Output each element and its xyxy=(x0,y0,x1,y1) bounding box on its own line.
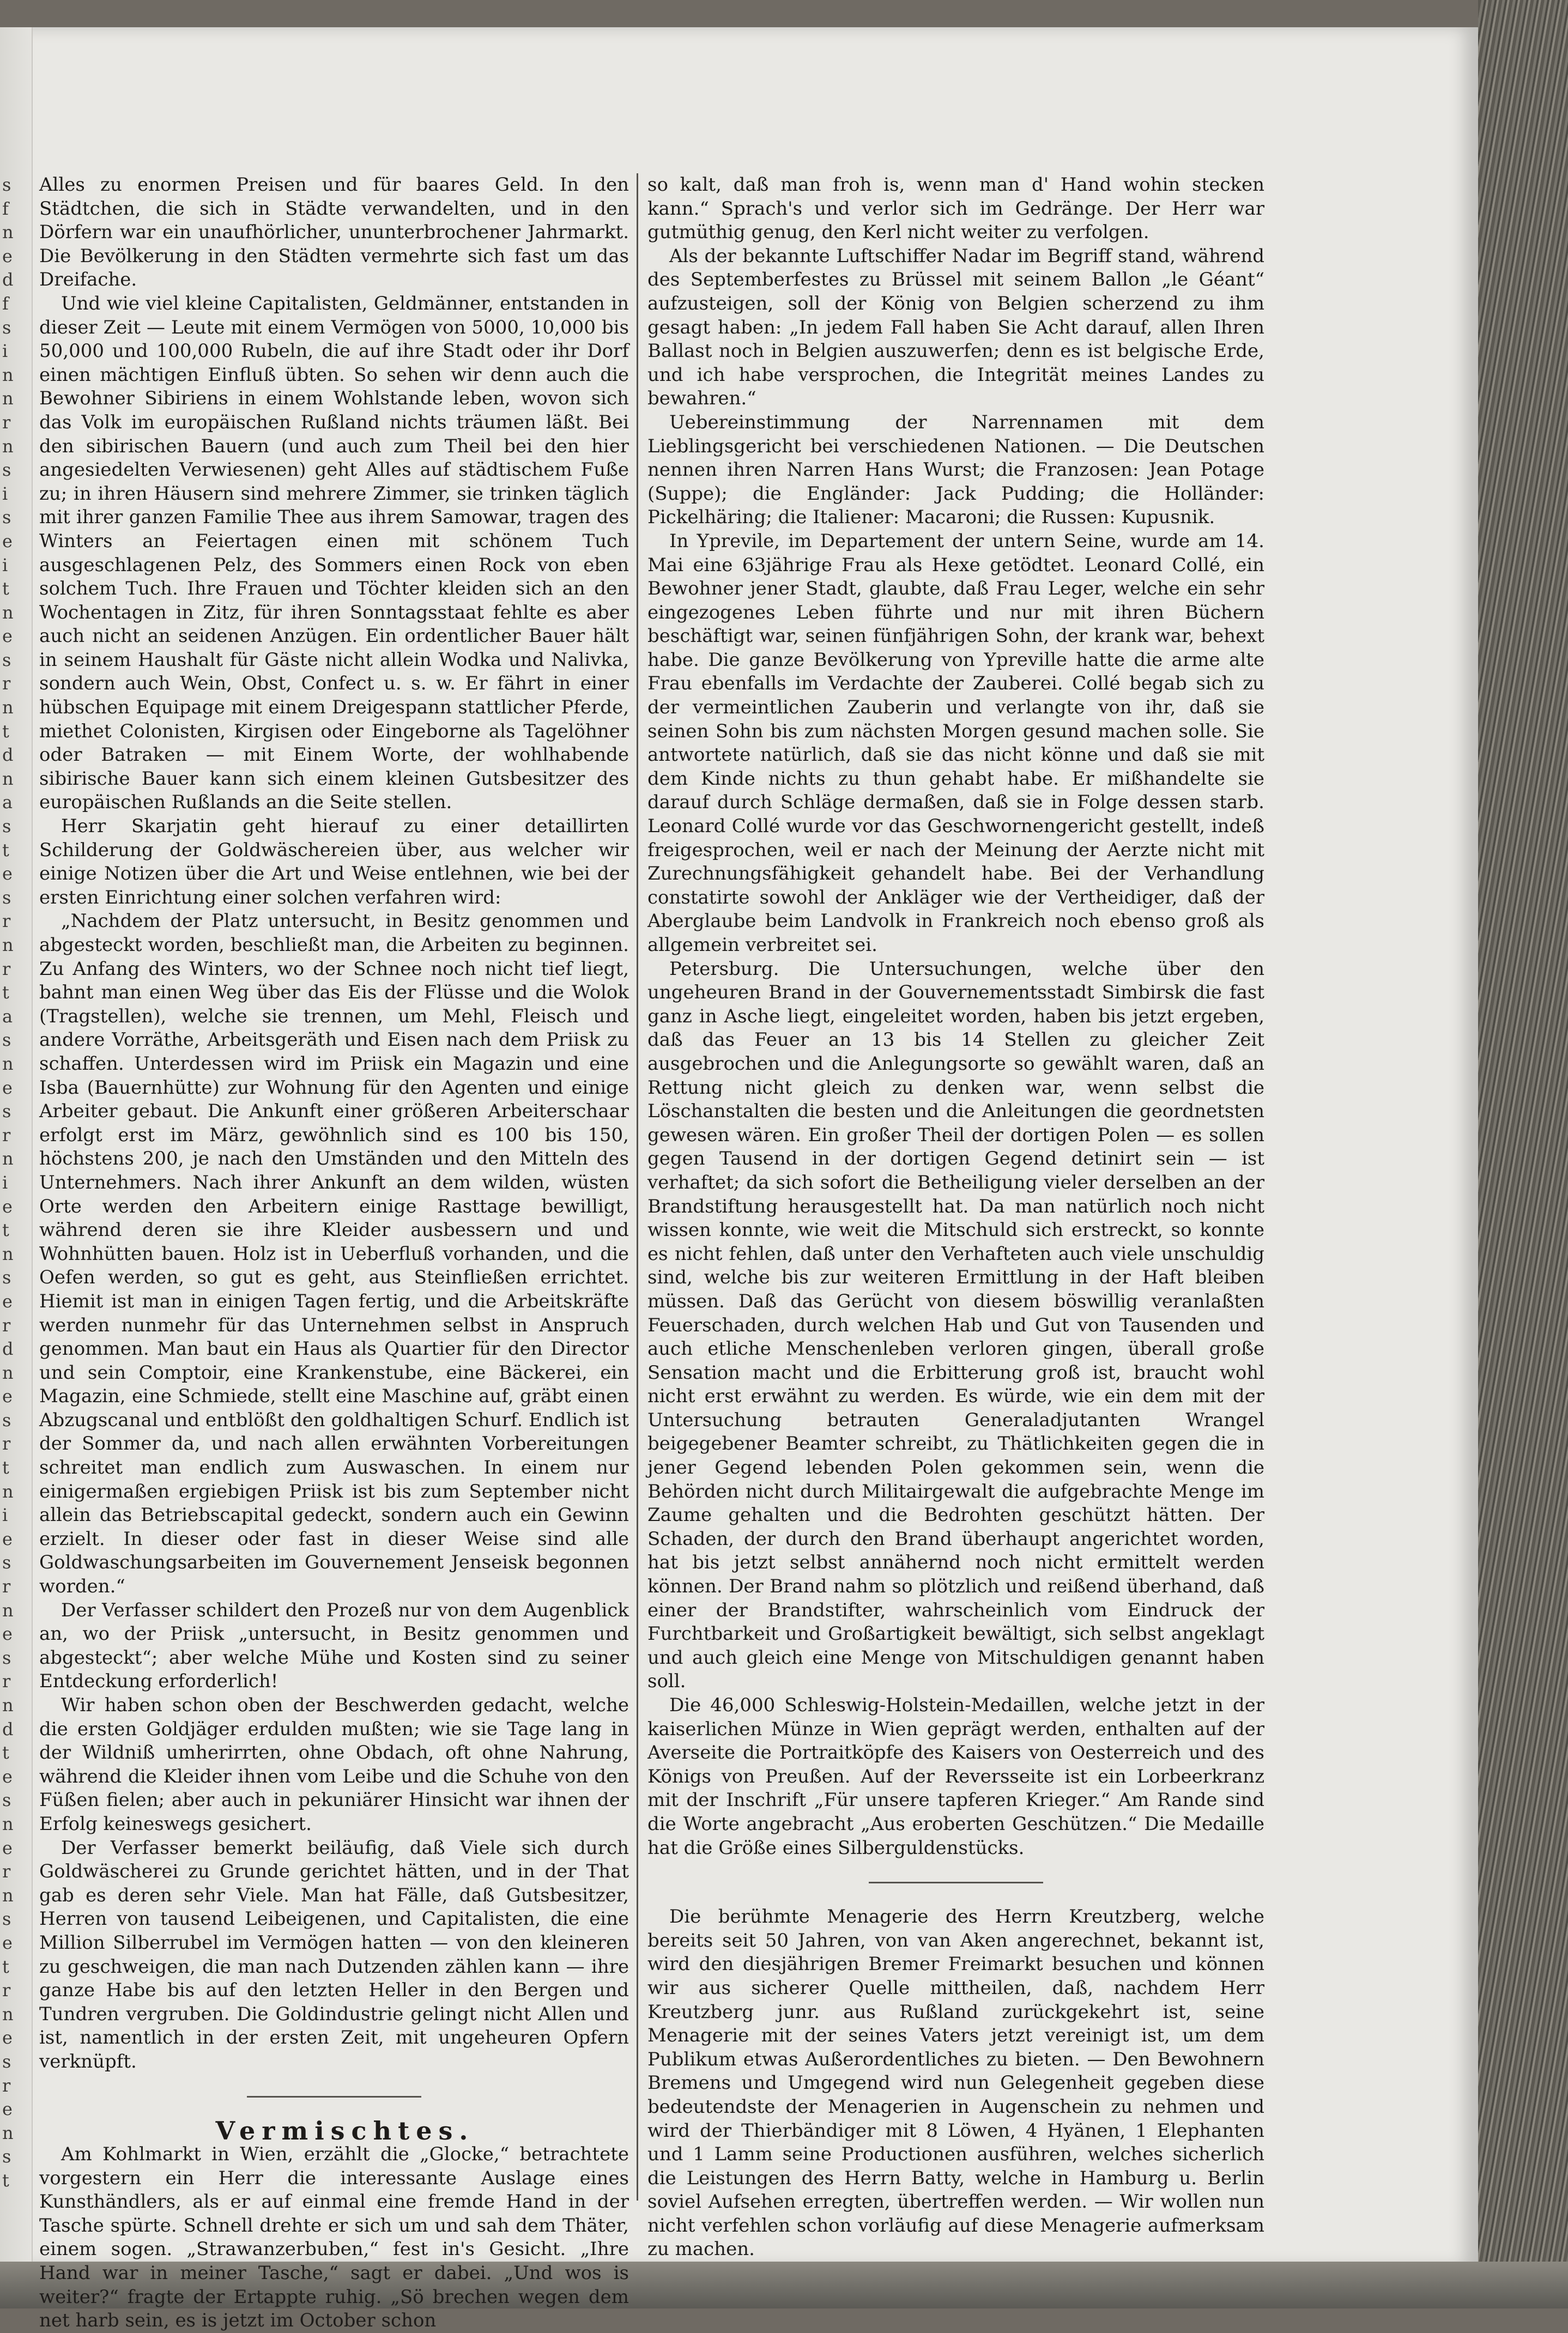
sliver-letter: r xyxy=(2,1861,11,1882)
sliver-letter: e xyxy=(2,2099,13,2120)
sliver-letter: t xyxy=(2,1457,9,1478)
sliver-letter: s xyxy=(2,887,11,908)
sliver-letter: e xyxy=(2,863,13,884)
sliver-letter: r xyxy=(2,411,11,433)
left-column xyxy=(39,173,629,2332)
paragraph: Petersburg. Die Untersuchungen, welche über den ungeheuren Brand in der Gouvernementsstadt Simbirsk die fast ganz in Asche liegt, eingeleitet worden, haben bis jetzt ergeben, daß das Feuer an 13 bis 14 Stellen zu gleicher Zeit ausgebrochen und die Anlegungsorte so gewählt waren, daß an Rettung nicht gleich zu denken war, wenn selbst die Löschanstalten die besten und die Anleitungen die geordnetsten gewesen wären. Ein großer Theil der dortigen Polen — es sollen gegen Tausend in der dortigen Gegend detinirt sein — ist verhaftet; da sich sofort die Betheiligung vieler derselben an der Brandstiftung herausgestellt hat. Da man natürlich noch nicht wissen konnte, wie weit die Mitschuld sich erstreckt, so konnte es nicht fehlen, daß unter den Verhafteten auch viele unschuldig sind, welche bis zur weiteren Ermittlung in der Haft bleiben müssen. Daß das Gerücht von diesem böswillig veranlaßten Feuerschaden, durch welchen Hab und Gut von Tausenden und auch etliche Menschenleben verloren gingen, überall große Sensation macht und die Erbitterung groß ist, braucht wohl nicht erst erwähnt zu werden. Es würde, wie ein dem mit der Untersuchung betrauten Generaladjutanten Wrangel beigegebener Beamter schreibt, zu Thätlichkeiten gegen die in jener Gegend lebenden Polen gekommen sein, wenn die Behörden nicht durch Militairgewalt die aufgebrachte Menge im Zaume gehalten und die Bedrohten geschützt hätten. Der Schaden, der durch den Brand überhaupt angerichtet worden, hat bis jetzt selbst annähernd noch nicht ermittelt werden können. Der Brand nahm so plötzlich und reißend überhand, daß einer der Brandstifter, wahrscheinlich vom Eindruck der Furchtbarkeit und Großartigkeit bewältigt, sich selbst angeklagt und auch gleich eine Menge von Mitschuldigen genannt haben soll. xyxy=(647,958,1264,1693)
sliver-letter: n xyxy=(2,1243,14,1264)
sliver-letter: e xyxy=(2,1837,13,1858)
sliver-letter: t xyxy=(2,1220,9,1241)
sliver-letter: r xyxy=(2,673,11,694)
paragraph: Uebereinstimmung der Narrennamen mit dem Lieblingsgericht bei verschiedenen Nationen. — Die Deutschen nennen ihren Narren Hans Wurst; die Franzosen: Jean Potage (Suppe); die Engländer: Jack Pudding; die Holländer: Pickelhäring; die Italiener: Macaroni; die Russen: Kupusnik. xyxy=(647,411,1264,529)
sliver-letter: s xyxy=(2,2146,11,2167)
sliver-letter: n xyxy=(2,2122,14,2143)
sliver-letter: e xyxy=(2,2027,13,2049)
paragraph: Der Verfasser schildert den Prozeß nur von dem Augenblick an, wo der Priisk „untersucht, in Besitz genommen und abgesteckt“; aber welche Mühe und Kosten sind zu seiner Entdeckung erforderlich! xyxy=(39,1599,629,1693)
sliver-letter: r xyxy=(2,1576,11,1597)
sliver-letter: f xyxy=(2,293,9,314)
paragraph: In Yprevile, im Departement der untern Seine, wurde am 14. Mai eine 63jährige Frau als Hexe getödtet. Leonard Collé, ein Bewohner jener Stadt, glaubte, daß Frau Leger, welche ein sehr eingezogenes Leben führte und nur mit ihren Büchern beschäftigt war, seinen fünfjährigen Sohn, der krank war, behext habe. Die ganze Bevölkerung von Ypreville hatte die arme alte Frau ebenfalls im Verdachte der Zauberei. Collé begab sich zu der vermeintlichen Zauberin und verlangte von ihr, daß sie seinen Sohn bis zum nächsten Morgen gesund machen solle. Sie antwortete natürlich, daß sie das nicht könne und daß sie mit dem Kinde nichts zu thun gehabt habe. Er mißhandelte sie darauf durch Schläge dermaßen, daß sie in Folge dessen starb. Leonard Collé wurde vor das Geschwornengericht gestellt, indeß freigesprochen, weil er nach der Meinung der Aerzte nicht mit Zurechnungsfähigkeit gehandelt habe. Bei der Verhandlung constatirte sowohl der Ankläger wie der Vertheidiger, daß der Aberglaube beim Landvolk in Frankreich noch ebenso groß als allgemein verbreitet sei. xyxy=(647,530,1264,956)
section-heading: Vermischtes. xyxy=(215,2116,475,2146)
sliver-letter: s xyxy=(2,1029,11,1051)
paragraph: Als der bekannte Luftschiffer Nadar im Begriff stand, während des Septemberfestes zu Brüssel mit seinem Ballon „le Géant“ aufzusteigen, soll der König von Belgien scherzend zu ihm gesagt haben: „In jedem Fall haben Sie Acht darauf, allen Ihren Ballast noch in Belgien auszuwerfen; denn es ist belgische Erde, und ich habe versprochen, die Integrität meines Landes zu bewahren.“ xyxy=(647,245,1264,410)
sliver-letter: d xyxy=(2,269,14,290)
sliver-letter: d xyxy=(2,744,14,766)
sliver-letter: s xyxy=(2,1101,11,1122)
sliver-letter: r xyxy=(2,1671,11,1692)
sliver-letter: n xyxy=(2,768,14,789)
paragraph: Der Verfasser bemerkt beiläufig, daß Viele sich durch Goldwäscherei zu Grunde gerichtet hätten, und in der That gab es deren sehr Viele. Man hat Fälle, daß Gutsbesitzer, Herren von tausend Leibeigenen, und Capitalisten, die eine Million Silberrubel im Vermögen hatten — von den kleineren zu geschweigen, die man nach Dutzenden zählen kann — ihre ganze Habe bis auf den letzten Heller in den Bergen und Tundren vergruben. Die Goldindustrie gelingt nicht Allen und ist, namentlich in der ersten Zeit, mit ungeheuren Opfern verknüpft. xyxy=(39,1837,629,2073)
sliver-letter: n xyxy=(2,1481,14,1502)
sliver-letter: s xyxy=(2,1552,11,1573)
sliver-letter: t xyxy=(2,839,9,861)
sliver-letter: r xyxy=(2,958,11,979)
sliver-letter: a xyxy=(2,1005,13,1027)
sliver-letter: n xyxy=(2,364,14,385)
sliver-letter: e xyxy=(2,1196,13,1217)
adjacent-page-letters xyxy=(2,173,28,2201)
right-column xyxy=(647,173,1264,2261)
sliver-letter: r xyxy=(2,911,11,932)
sliver-letter: t xyxy=(2,578,9,599)
paragraph: Herr Skarjatin geht hierauf zu einer detaillirten Schilderung der Goldwäschereien über, aus welcher wir einige Notizen über die Art und Weise entlehnen, wie bei der ersten Einrichtung einer solchen verfahren wird: xyxy=(39,815,629,908)
sliver-letter: s xyxy=(2,1908,11,1930)
sliver-letter: t xyxy=(2,720,9,742)
sliver-letter: n xyxy=(2,2003,14,2025)
sliver-letter: i xyxy=(2,483,8,504)
section-divider xyxy=(869,1882,1043,1883)
sliver-letter: n xyxy=(2,435,14,457)
paragraph: so kalt, daß man froh is, wenn man d' Hand wohin stecken kann.“ Sprach's und verlor sich im Gedränge. Der Herr war gutmüthig genug, den Kerl nicht weiter zu verfolgen. xyxy=(647,174,1264,244)
sliver-letter: n xyxy=(2,935,14,955)
sliver-letter: n xyxy=(2,1148,14,1169)
sliver-letter: n xyxy=(2,1599,14,1621)
sliver-letter: f xyxy=(2,198,9,219)
sliver-letter: s xyxy=(2,1267,11,1288)
paragraph: Und wie viel kleine Capitalisten, Geldmänner, entstanden in dieser Zeit — Leute mit einem Vermögen von 5000, 10,000 bis 50,000 und 100,000 Rubeln, die auf ihre Stadt oder ihr Dorf einen mächtigen Einfluß übten. So sehen wir denn auch die Bewohner Sibiriens in einem Wohlstande leben, wovon sich das Volk im europäischen Rußland nichts träumen läßt. Bei den sibirischen Bauern (und auch zum Theil bei den hier angesiedelten Verwiesenen) geht Alles auf städtischem Fuße zu; in ihren Häusern sind mehrere Zimmer, sie trinken täglich mit ihrer ganzen Familie Thee aus ihrem Samowar, tragen des Winters an Feiertagen einen mit schönem Tuch ausgeschlagenen Pelz, des Sommers einen Rock von eben solchem Tuch. Ihre Frauen und Töchter kleiden sich an den Wochentagen in Zitz, für ihren Sonntagsstaat fehlte es aber auch nicht an seidenen Anzügen. Ein ordentlicher Bauer hält in seinem Haushalt für Gäste nicht allein Wodka und Nalivka, sondern auch Wein, Obst, Confect u. s. w. Er fährt in einer hübschen Equipage mit einem Dreigespann stattlicher Pferde, miethet Colonisten, Kirgisen oder Eingeborne als Tagelöhner oder Batraken — mit Einem Worte, der wohlhabende sibirische Bauer kann sich einem kleinen Gutsbesitzer des europäischen Rußlands an die Seite stellen. xyxy=(39,292,629,814)
sliver-letter: a xyxy=(2,792,13,813)
sliver-letter: e xyxy=(2,1528,13,1549)
sliver-letter: s xyxy=(2,507,11,528)
sliver-letter: s xyxy=(2,1647,11,1668)
paragraph: „Nachdem der Platz untersucht, in Besitz genommen und abgesteckt worden, beschließt man, die Arbeiten zu beginnen. Zu Anfang des Winters, wo der Schnee noch nicht tief liegt, bahnt man einen Weg über das Eis der Flüsse und die Wolok (Tragstellen), welche sie trennen, um Mehl, Fleisch und andere Vorräthe, Arbeitsgeräth und Eisen nach dem Priisk zu schaffen. Unterdessen wird im Priisk ein Magazin und eine Isba (Bauernhütte) zur Wohnung für den Agenten und einige Arbeiter gebaut. Die Ankunft einer größeren Arbeiterschaar erfolgt erst im März, gewöhnlich sind es 100 bis 150, höchstens 200, je nach den Umständen und den Mitteln des Unternehmers. Nach ihrer Ankunft an dem wilden, wüsten Orte werden den Arbeitern einige Rasttage bewilligt, während deren sie ihre Kleider ausbessern und und Wohnhütten bauen. Holz ist in Ueberfluß vorhanden, und die Oefen werden, so gut es geht, aus Steinfließen errichtet. Hiemit ist man in einigen Tagen fertig, und die Arbeitskräfte werden nunmehr für das Unternehmen selbst in Anspruch genommen. Man baut ein Haus als Quartier für den Director und sein Comptoir, eine Krankenstube, eine Bäckerei, ein Magazin, eine Schmiede, stellt eine Maschine auf, gräbt einen Abzugscanal und entblößt den goldhaltigen Schurf. Endlich ist der Sommer da, und nach allen erwähnten Vorbereitungen schreitet man endlich zum Auswaschen. In einem nur einigermaßen ergiebigen Priisk ist bis zum September nicht allein das Betriebscapital gedeckt, sondern auch ein Gewinn erzielt. In dieser oder fast in dieser Weise sind alle Goldwaschungsarbeiten im Gouvernement Jenseisk begonnen worden.“ xyxy=(39,910,629,1598)
sliver-letter: s xyxy=(2,459,11,481)
sliver-letter: e xyxy=(2,530,13,552)
sliver-letter: s xyxy=(2,2051,11,2072)
sliver-letter: n xyxy=(2,1813,14,1834)
sliver-letter: s xyxy=(2,317,11,338)
sliver-letter: e xyxy=(2,1766,13,1787)
column-rule xyxy=(637,173,638,2201)
sliver-letter: i xyxy=(2,1172,8,1193)
sliver-letter: n xyxy=(2,697,14,718)
sliver-letter: s xyxy=(2,1409,11,1431)
sliver-letter: t xyxy=(2,1956,9,1977)
paragraph: Alles zu enormen Preisen und für baares Geld. In den Städtchen, die sich in Städte verwandelten, und in den Dörfern war ein unaufhörlicher, ununterbrochener Jahrmarkt. Die Bevölkerung in den Städten vermehrte sich fast um das Dreifache. xyxy=(39,174,629,291)
sliver-letter: e xyxy=(2,245,13,266)
sliver-letter: n xyxy=(2,602,14,623)
sliver-letter: n xyxy=(2,1695,14,1716)
sliver-letter: t xyxy=(2,982,9,1003)
sliver-letter: s xyxy=(2,649,11,670)
paragraph: Die 46,000 Schleswig-Holstein-Medaillen, welche jetzt in der kaiserlichen Münze in Wien geprägt werden, enthalten auf der Averseite die Portraitköpfe des Kaisers von Oesterreich und des Königs von Preußen. Auf der Reversseite ist ein Lorbeerkranz mit der Inschrift „Für unsere tapferen Krieger.“ Am Rande sind die Worte angebracht „Aus eroberten Geschützen.“ Die Medaille hat die Größe eines Silberguldenstücks. xyxy=(647,1694,1264,1859)
paragraph: Wir haben schon oben der Beschwerden gedacht, welche die ersten Goldjäger erdulden mußten; wie sie Tage lang in der Wildniß umherirrten, ohne Obdach, oft ohne Nahrung, während die Kleider ihnen vom Leibe und die Schuhe von den Füßen fielen; aber auch in pekuniärer Hinsicht war ihnen der Erfolg keineswegs gesichert. xyxy=(39,1694,629,1835)
sliver-letter: t xyxy=(2,1742,9,1764)
paragraph: Die berühmte Menagerie des Herrn Kreutzberg, welche bereits seit 50 Jahren, von van Aken angerechnet, bekannt ist, wird den diesjährigen Bremer Freimarkt besuchen und können wir aus sicherer Quelle mittheilen, daß, nachdem Herr Kreutzberg junr. aus Rußland zurückgekehrt ist, seine Menagerie mit der seines Vaters jetzt vereinigt ist, um dem Publikum etwas Außerordentliches zu bieten. — Den Bewohnern Bremens und Umgegend wird nun Gelegenheit gegeben diese bedeutendste der Menagerien in Augenschein zu nehmen und wird der Thierbändiger mit 8 Löwen, 4 Hyänen, 1 Elephanten und 1 Lamm seine Productionen ausführen, welches sicherlich die Leistungen des Herrn Batty, welche in Hamburg u. Berlin soviel Aufsehen erregten, übertreffen werden. — Wir wollen nun nicht verfehlen schon vorläufig auf diese Menagerie aufmerksam zu machen. xyxy=(647,1906,1264,2261)
sliver-letter: e xyxy=(2,1077,13,1098)
sliver-letter: e xyxy=(2,1386,13,1407)
sliver-letter: e xyxy=(2,1623,13,1645)
sliver-letter: n xyxy=(2,388,14,409)
sliver-letter: i xyxy=(2,554,8,575)
sliver-letter: r xyxy=(2,1433,11,1455)
sliver-letter: d xyxy=(2,1718,14,1740)
sliver-letter: t xyxy=(2,2170,9,2191)
sliver-letter: e xyxy=(2,1290,13,1312)
sliver-letter: n xyxy=(2,1053,14,1074)
sliver-letter: r xyxy=(2,1314,11,1336)
sliver-letter: d xyxy=(2,1338,14,1360)
sliver-letter: i xyxy=(2,341,8,362)
sliver-letter: n xyxy=(2,1362,14,1383)
sliver-letter: s xyxy=(2,174,11,195)
sliver-letter: e xyxy=(2,1932,13,1953)
book-binding-edge xyxy=(1478,0,1568,2308)
section-divider xyxy=(247,2096,421,2098)
sliver-letter: n xyxy=(2,1884,14,1906)
sliver-letter: i xyxy=(2,1505,8,1526)
sliver-letter: r xyxy=(2,1980,11,2001)
paragraph: Am Kohlmarkt in Wien, erzählt die „Glocke,“ betrachtete vorgestern ein Herr die interessante Auslage eines Kunsthändlers, als er auf einmal eine fremde Hand in der Tasche spürte. Schnell drehte er sich um und sah dem Thäter, einem sogen. „Strawanzerbuben,“ fest in's Gesicht. „Ihre Hand war in meiner Tasche,“ sagt er dabei. „Und wos is weiter?“ fragte der Ertappte ruhig. „Sö brechen wegen dem net harb sein, es is jetzt im October schon xyxy=(39,2143,629,2332)
sliver-letter: s xyxy=(2,816,11,837)
sliver-letter: r xyxy=(2,1124,11,1146)
sliver-letter: e xyxy=(2,626,13,647)
sliver-letter: n xyxy=(2,222,14,243)
sliver-letter: s xyxy=(2,1790,11,1811)
sliver-letter: r xyxy=(2,2075,11,2096)
